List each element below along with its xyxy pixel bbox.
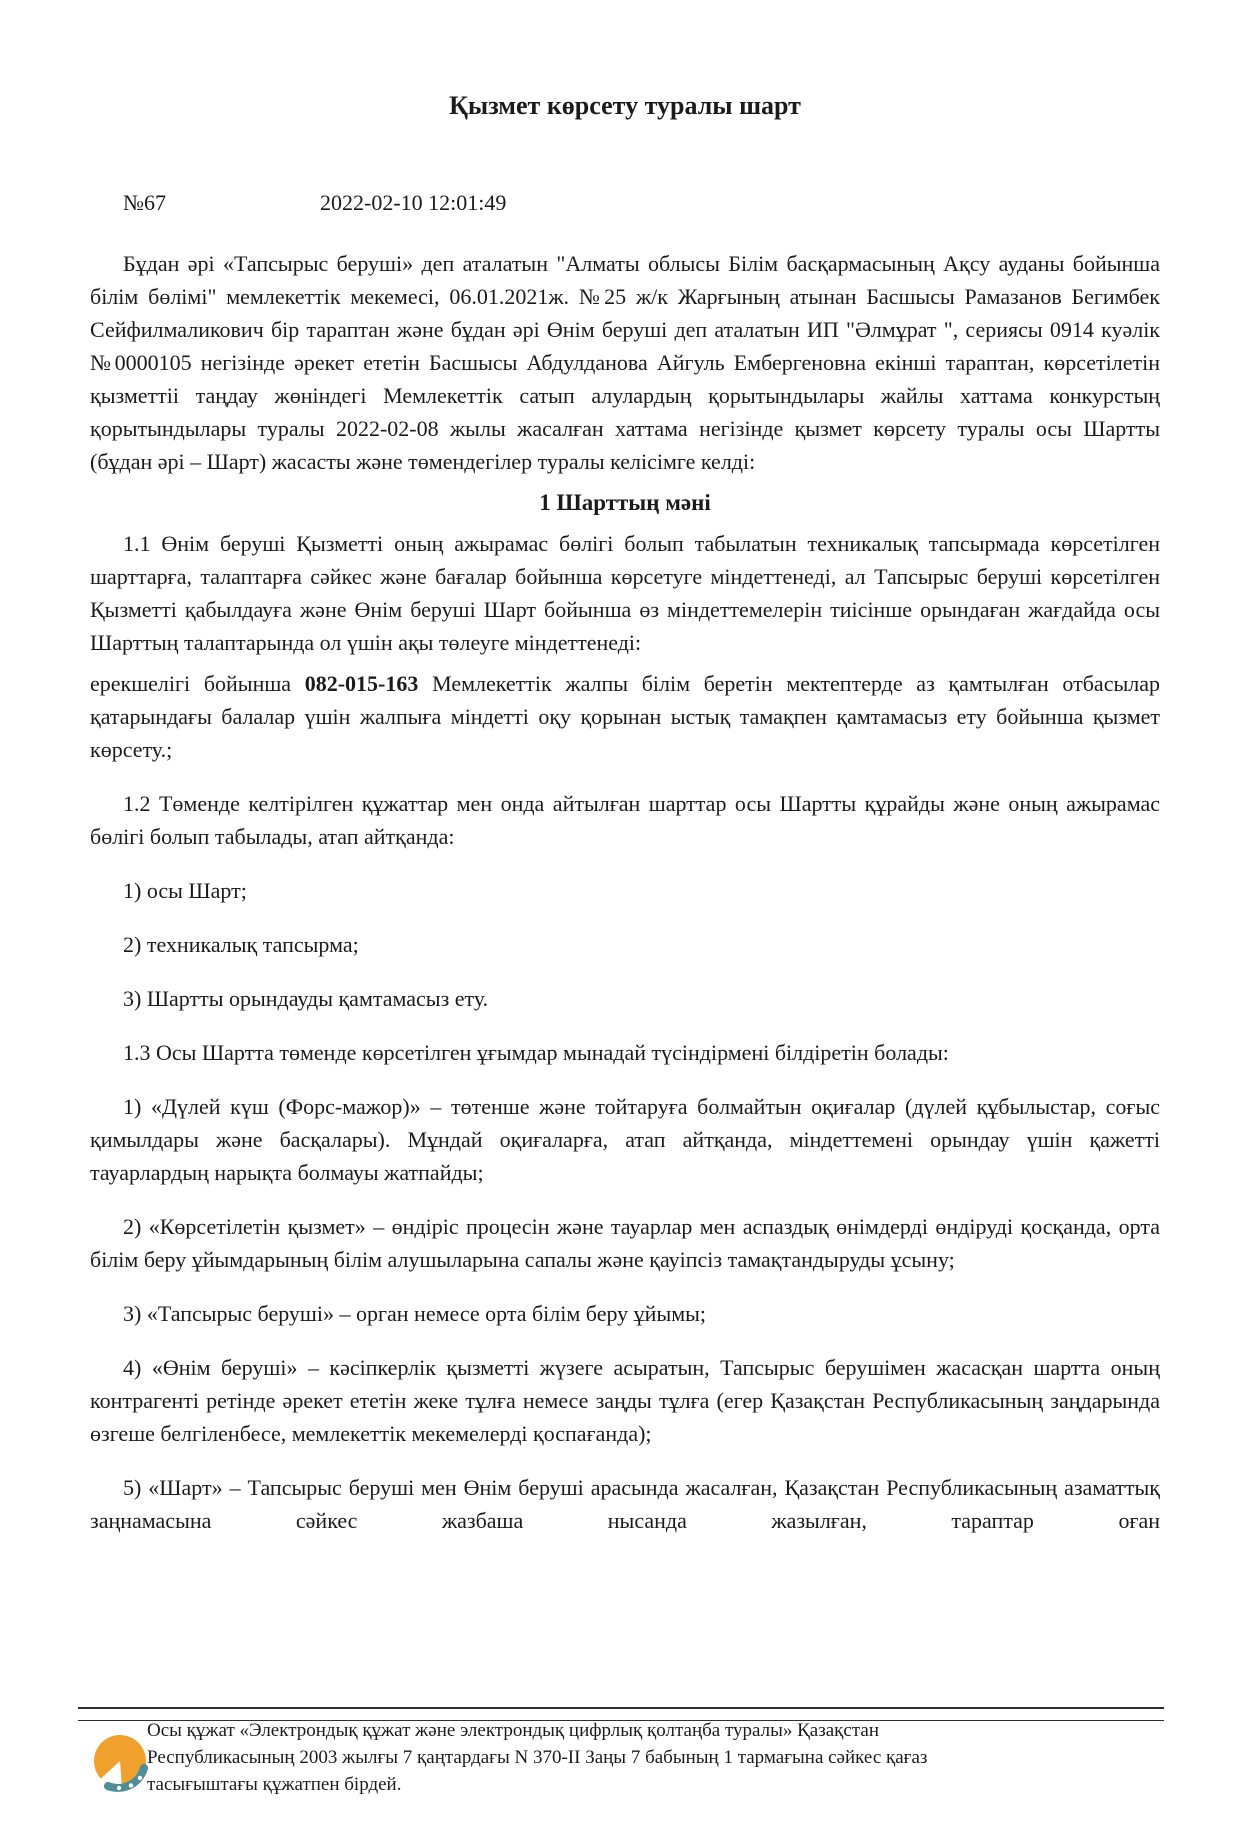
legal-validity-note xyxy=(147,1717,1067,1798)
contract-item-1: 1) осы Шарт; xyxy=(123,878,247,903)
clause-1-3-paragraph: 1.3 Осы Шартта төменде көрсетілген ұғымдар мынадай түсіндірмені білдіретін болады: xyxy=(123,1040,949,1065)
document-meta xyxy=(90,186,1160,219)
contract-item-3: 3) Шартты орындауды қамтамасыз ету. xyxy=(123,986,489,1011)
definition-2-service: 2) «Көрсетілетін қызмет» – өндіріс процесін және тауарлар мен аспаздық өнімдерді өндіруді қосқанда, орта білім беру ұйымдарының білім алушыларына сапалы және қауіпсіз тамақтандыруды ұсыну; xyxy=(90,1214,1160,1272)
definition-5-contract: 5) «Шарт» – Тапсырыс беруші мен Өнім беруші арасында жасалған, Қазақстан Республикасының азаматтық заңнамасына сәйкес жазбаша нысанда жазылған, тараптар оған xyxy=(90,1475,1160,1533)
contract-item-2: 2) техникалық тапсырма; xyxy=(123,932,359,957)
legal-validity-note-line-2: Республикасының 2003 жылғы 7 қаңтардағы N 370-II Заңы 7 бабының 1 тармағына сәйкес қағаз xyxy=(147,1747,928,1768)
document-datetime: 2022-02-10 12:01:49 xyxy=(320,190,507,215)
definition-1-force-majeure: 1) «Дүлей күш (Форс-мажор)» – төтенше және тойтаруға болмайтын оқиғалар (дүлей құбылыстар, соғыс қимылдары және басқалары). Мұндай оқиғаларға, атап айтқанда, міндеттемені орындау үшін қажетті тауарлардың нарықта болмауы жатпайды; xyxy=(90,1094,1160,1185)
legal-validity-note-line-3: тасығыштағы құжатпен бірдей. xyxy=(147,1774,402,1795)
service-description-suffix: Мемлекеттік жалпы білім беретін мектептерде аз қамтылған отбасылар қатарындағы балалар үшін жалпыға міндетті оқу қорынан ыстық тамақпен қамтамасыз ету бойынша қызмет көрсету.; xyxy=(90,671,1160,762)
section-1-heading: 1 Шарттың мәні xyxy=(539,490,711,515)
document-page xyxy=(0,88,1241,1537)
lot-code: 082-015-163 xyxy=(304,671,419,696)
clause-1-2-paragraph: 1.2 Төменде келтірілген құжаттар мен онда айтылған шарттар осы Шартты құрайды және оның ажырамас бөлігі болып табылады, атап айтқанда: xyxy=(90,791,1160,849)
service-description-prefix: ерекшелігі бойынша xyxy=(90,671,305,696)
document-title: Қызмет көрсету туралы шарт xyxy=(449,91,801,120)
service-description-paragraph xyxy=(90,667,1160,766)
definition-3-customer: 3) «Тапсырыс беруші» – орган немесе орта білім беру ұйымы; xyxy=(123,1301,707,1326)
clause-1-1-paragraph: 1.1 Өнім беруші Қызметті оның ажырамас бөлігі болып табылатын техникалық тапсырмада көрсетілген шарттарға, талаптарға сәйкес және бағалар бойынша көрсетуге міндеттенеді, ал Тапсырыс беруші көрсетілген Қызметті қабылдауға және Өнім беруші Шарт бойынша өз міндеттемелерін тиісінше орындаған жағдайда осы Шарттың талаптарында ол үшін ақы төлеуге міндеттенеді: xyxy=(90,531,1160,655)
definition-4-supplier: 4) «Өнім беруші» – кәсіпкерлік қызметті жүзеге асыратын, Тапсырыс берушімен жасасқан шартта оның контрагенті ретінде әрекет ететін жеке тұлға немесе заңды тұлға (егер Қазақстан Республикасының заңдарында өзгеше белгіленбесе, мемлекеттік мекемелерді қоспағанда); xyxy=(90,1355,1160,1446)
egov-stamp-icon xyxy=(91,1734,153,1796)
footer-separator-line-top xyxy=(78,1707,1164,1709)
document-number: №67 xyxy=(123,190,166,215)
legal-validity-note-line-1: Осы құжат «Электрондық құжат және электрондық цифрлық қолтаңба туралы» Қазақстан xyxy=(147,1720,879,1741)
intro-paragraph: Бұдан әрі «Тапсырыс беруші» деп аталатын "Алматы облысы Білім басқармасының Ақсу ауданы бойынша білім бөлімі" мемлекеттік мекемесі, 06.01.2021ж. №25 ж/к Жарғының атынан Басшысы Рамазанов Бегимбек Сейфилмаликович бір тараптан және бұдан әрі Өнім беруші деп аталатын ИП "Әлмұрат ", сериясы 0914 куәлік №0000105 негізінде әрекет ететін Басшысы Абдулданова Айгуль Ембергеновна екінші тараптан, көрсетілетін қызметтіі таңдау жөніндегі Мемлекеттік сатып алулардың қорытындылары жайлы хаттама конкурстың қорытындылары туралы 2022-02-08 жылы жасалған хаттама негізінде қызмет көрсету туралы осы Шартты (бұдан әрі – Шарт) жасасты және төмендегілер туралы келісімге келді: xyxy=(90,251,1160,474)
